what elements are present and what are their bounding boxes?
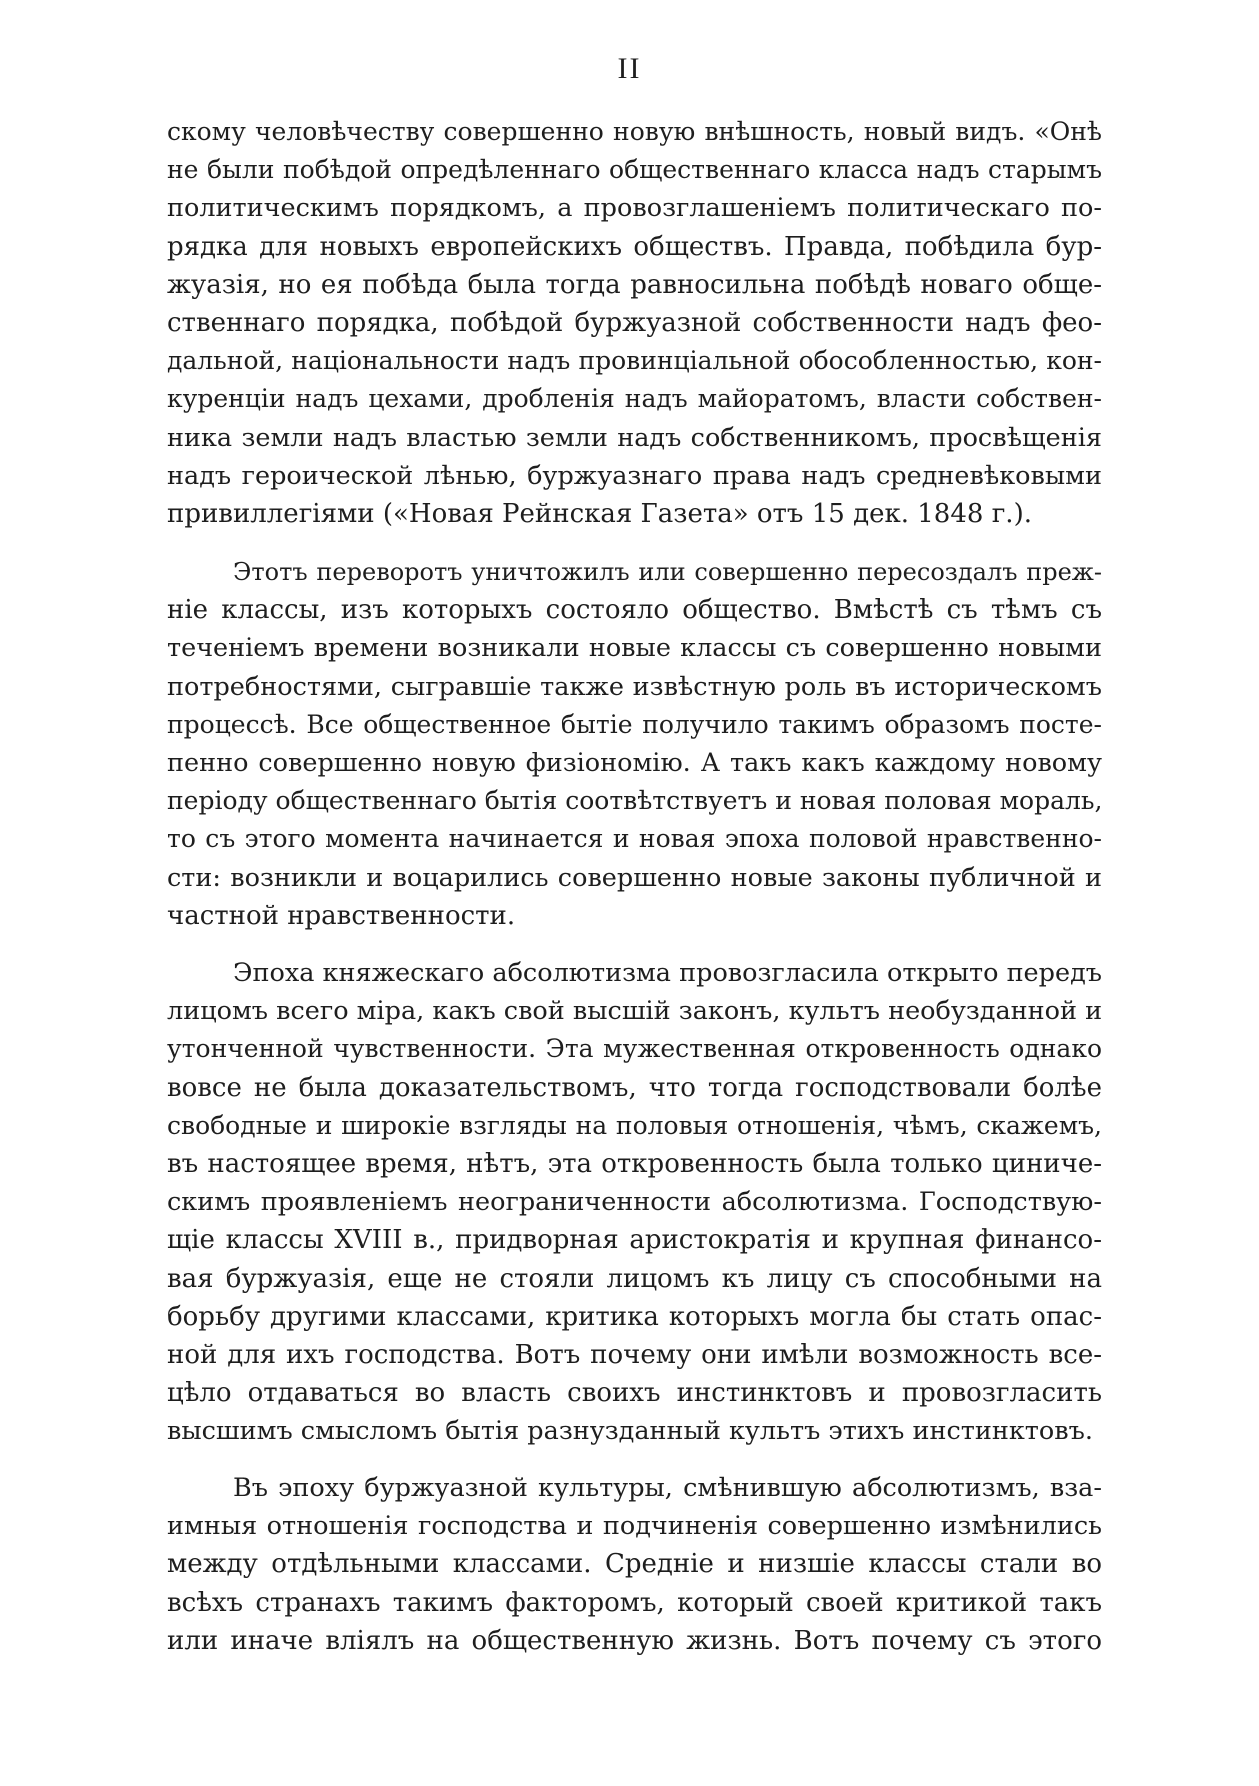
- text-line: вая буржуазія, еще не стояли лицомъ къ лицу съ способными на: [167, 1263, 1102, 1294]
- text-line: дальной, національности надъ провинціальной обособленностью, кон-: [167, 346, 1102, 376]
- paragraph-2: [167, 553, 1102, 935]
- paragraph-1: [167, 113, 1102, 533]
- text-line: ніе классы, изъ которыхъ состояло общество. Вмѣстѣ съ тѣмъ съ: [167, 595, 1102, 626]
- text-line: рядка для новыхъ европейскихъ обществъ. Правда, побѣдила бур-: [167, 231, 1102, 262]
- text-line: утонченной чувственности. Эта мужественная откровенность однако: [167, 1034, 1102, 1064]
- text-line: въ настоящее время, нѣтъ, эта откровенность была только циниче-: [167, 1149, 1102, 1180]
- text-line: свободные и широкіе взгляды на половыя отношенія, чѣмъ, скажемъ,: [167, 1110, 1102, 1140]
- text-line: между отдѣльными классами. Средніе и низшіе классы стали во: [167, 1549, 1102, 1580]
- text-line: всѣхъ странахъ такимъ факторомъ, который своей критикой такъ: [167, 1587, 1102, 1618]
- text-line: борьбу другими классами, критика которыхъ могла бы стать опас-: [167, 1301, 1102, 1332]
- text-line: привиллегіями («Новая Рейнская Газета» отъ 15 дек. 1848 г.).: [167, 499, 1032, 530]
- text-line: ственнаго порядка, побѣдой буржуазной собственности надъ фео-: [167, 308, 1102, 339]
- paragraph-3: [167, 954, 1102, 1451]
- text-line: теченіемъ времени возникали новые классы съ совершенно новыми: [167, 633, 1102, 664]
- text-line: политическимъ порядкомъ, а провозглашеніемъ политическаго по-: [167, 193, 1102, 224]
- page-number: II: [617, 52, 642, 85]
- text-line: Эпоха княжескаго абсолютизма провозгласила открыто передъ: [233, 958, 1102, 988]
- text-line: Этотъ переворотъ уничтожилъ или совершенно пересоздалъ преж-: [233, 558, 1102, 586]
- text-line: скому человѣчеству совершенно новую внѣшность, новый видъ. «Онѣ: [167, 117, 1102, 146]
- text-line: куренціи надъ цехами, дробленія надъ майоратомъ, власти собствен-: [167, 384, 1102, 414]
- text-line: лицомъ всего міра, какъ свой высшій законъ, культъ необузданной и: [167, 996, 1102, 1027]
- text-line: ной для ихъ господства. Вотъ почему они имѣли возможность все-: [167, 1340, 1102, 1371]
- text-line: не были побѣдой опредѣленнаго общественнаго класса надъ старымъ: [167, 155, 1102, 185]
- text-line: періоду общественнаго бытія соотвѣтствуетъ и новая половая мораль,: [167, 786, 1102, 816]
- text-line: пенно совершенно новую физіономію. А такъ какъ каждому новому: [167, 748, 1102, 779]
- text-line: то съ этого момента начинается и новая эпоха половой нравственно-: [167, 824, 1102, 854]
- text-line: имныя отношенія господства и подчиненія совершенно измѣнились: [167, 1511, 1102, 1542]
- text-line: процессѣ. Все общественное бытіе получило такимъ образомъ постe-: [167, 709, 1102, 739]
- text-line: сти: возникли и воцарились совершенно новые законы публичной и: [167, 862, 1102, 893]
- text-line: цѣло отдаваться во власть своихъ инстинктовъ и провозгласить: [167, 1378, 1102, 1409]
- text-line: ника земли надъ властью земли надъ собственникомъ, просвѣщенія: [167, 422, 1102, 453]
- text-line: щіе классы XVIII в., придворная аристократія и крупная финансо-: [167, 1225, 1102, 1256]
- text-line: Въ эпоху буржуазной культуры, смѣнившую абсолютизмъ, вза-: [233, 1473, 1102, 1503]
- text-line: частной нравственности.: [167, 900, 516, 931]
- text-line: вовсе не была доказательствомъ, что тогда господствовали болѣе: [167, 1072, 1102, 1103]
- text-line: надъ героической лѣнью, буржуазнаго права надъ средневѣковыми: [167, 460, 1102, 491]
- text-line: скимъ проявленіемъ неограниченности абсолютизма. Господствую-: [167, 1187, 1102, 1218]
- text-line: или иначе вліялъ на общественную жизнь. Вотъ почему съ этого: [167, 1625, 1102, 1656]
- paragraph-4: [167, 1469, 1102, 1660]
- text-line: жуазія, но ея побѣда была тогда равносильна побѣдѣ новаго обще-: [167, 269, 1102, 300]
- text-line: высшимъ смысломъ бытія разнузданный культъ этихъ инстинктовъ.: [167, 1416, 1093, 1447]
- text-line: потребностями, сыгравшіе также извѣстную роль въ историческомъ: [167, 671, 1102, 702]
